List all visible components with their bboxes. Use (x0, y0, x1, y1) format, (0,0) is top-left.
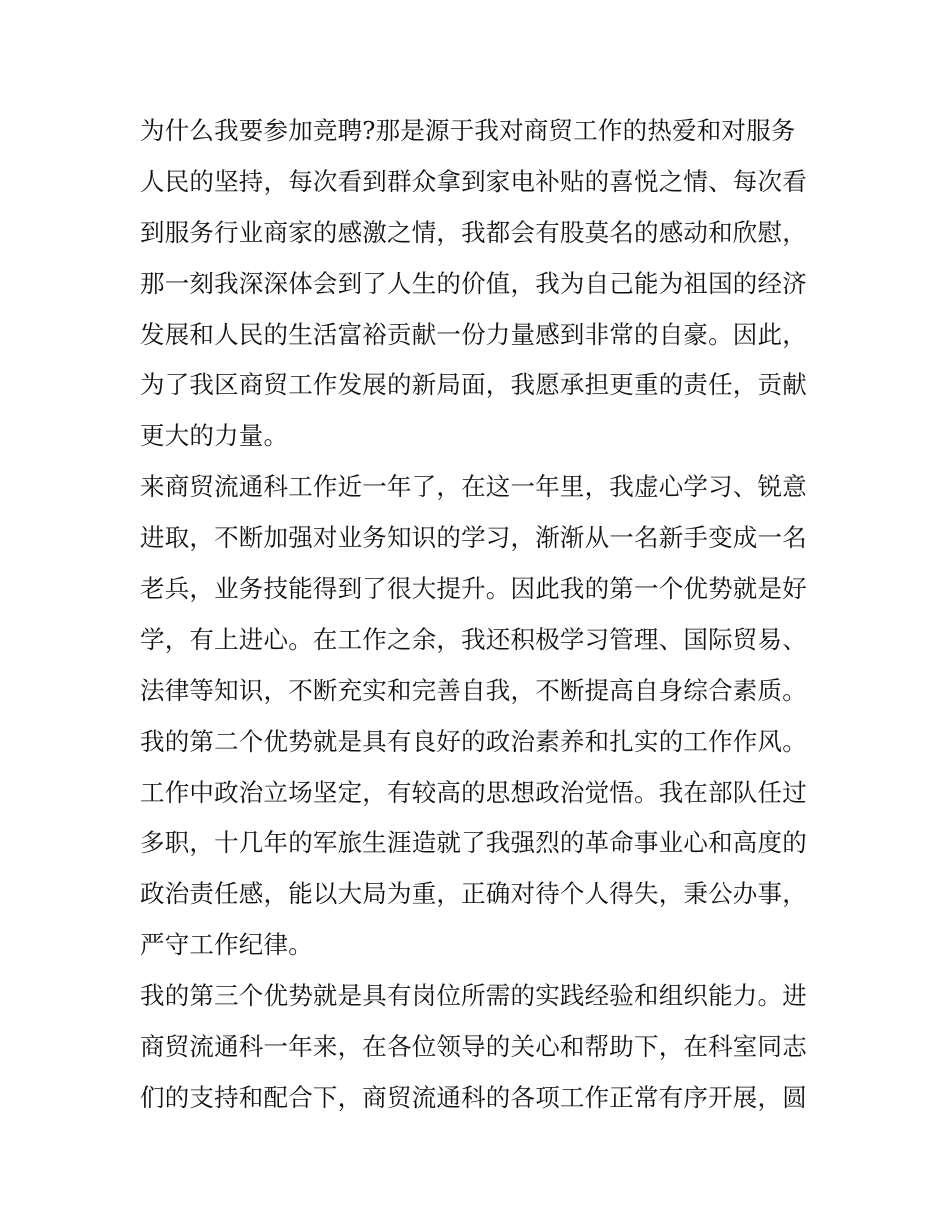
text-line: 为什么我要参加竞聘?那是源于我对商贸工作的热爱和对服务 (140, 116, 796, 145)
text-line: 发展和人民的生活富裕贡献一份力量感到非常的自豪。因此， (140, 319, 807, 349)
text-line: 人民的坚持，每次看到群众拿到家电补贴的喜悦之情、每次看 (140, 166, 807, 196)
text-line: 们的支持和配合下，商贸流通科的各项工作正常有序开展，圆 (140, 1082, 807, 1112)
text-line: 进取，不断加强对业务知识的学习，渐渐从一名新手变成一名 (140, 523, 807, 553)
text-line: 工作中政治立场坚定，有较高的思想政治觉悟。我在部队任过 (140, 777, 807, 807)
text-line: 政治责任感，能以大局为重，正确对待个人得失，秉公办事， (140, 879, 807, 909)
text-line: 商贸流通科一年来，在各位领导的关心和帮助下，在科室同志 (140, 1032, 807, 1062)
text-line: 那一刻我深深体会到了人生的价值，我为自己能为祖国的经济 (140, 268, 807, 298)
text-line: 我的第二个优势就是具有良好的政治素养和扎实的工作作风。 (140, 726, 807, 756)
text-line: 我的第三个优势就是具有岗位所需的实践经验和组织能力。进 (140, 981, 807, 1011)
text-line: 到服务行业商家的感激之情，我都会有股莫名的感动和欣慰， (140, 217, 807, 247)
text-line: 学，有上进心。在工作之余，我还积极学习管理、国际贸易、 (140, 624, 807, 654)
text-line: 多职，十几年的军旅生涯造就了我强烈的革命事业心和高度的 (140, 828, 807, 858)
text-line: 老兵，业务技能得到了很大提升。因此我的第一个优势就是好 (140, 574, 807, 604)
text-line: 为了我区商贸工作发展的新局面，我愿承担更重的责任，贡献 (140, 370, 807, 400)
text-line: 更大的力量。 (140, 421, 289, 451)
text-line: 法律等知识，不断充实和完善自我，不断提高自身综合素质。 (140, 675, 807, 705)
text-line: 来商贸流通科工作近一年了，在这一年里，我虚心学习、锐意 (140, 472, 807, 502)
text-line: 严守工作纪律。 (140, 930, 313, 960)
document-body (140, 106, 820, 1124)
